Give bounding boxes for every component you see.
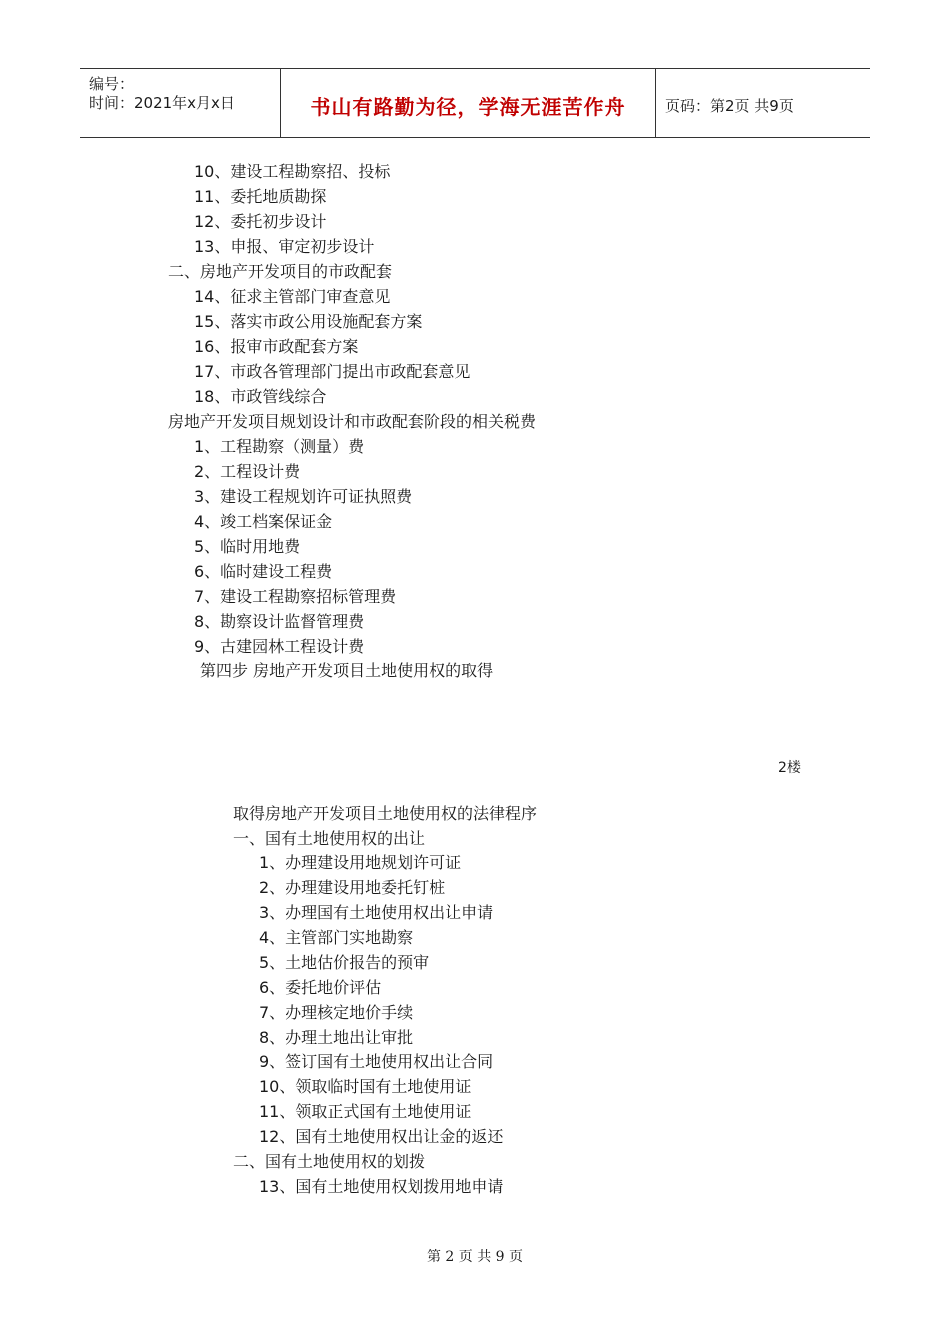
list-item: 6、临时建设工程费 [194, 562, 333, 581]
list-item: 9、古建园林工程设计费 [194, 637, 365, 656]
list-item: 6、委托地价评估 [259, 978, 382, 997]
section-heading: 一、国有土地使用权的出让 [233, 829, 426, 848]
list-item: 10、领取临时国有土地使用证 [259, 1077, 472, 1096]
floor-mark: 2楼 [778, 760, 801, 776]
header-motto-cell [280, 69, 656, 137]
list-item: 7、建设工程勘察招标管理费 [194, 587, 397, 606]
list-item: 5、临时用地费 [194, 537, 301, 556]
list-item: 3、建设工程规划许可证执照费 [194, 487, 413, 506]
header-motto: 书山有路勤为径，学海无涯苦作舟 [310, 95, 626, 119]
list-item: 17、市政各管理部门提出市政配套意见 [194, 362, 471, 381]
list-item: 12、国有土地使用权出让金的返还 [259, 1127, 504, 1146]
list-item: 4、竣工档案保证金 [194, 512, 333, 531]
list-item: 11、领取正式国有土地使用证 [259, 1102, 472, 1121]
list-item: 11、委托地质勘探 [194, 187, 327, 206]
list-item: 1、工程勘察（测量）费 [194, 437, 365, 456]
list-item: 16、报审市政配套方案 [194, 337, 359, 356]
header-meta [80, 69, 280, 137]
page-header [80, 68, 870, 138]
fees-heading: 房地产开发项目规划设计和市政配套阶段的相关税费 [168, 412, 537, 431]
list-item: 12、委托初步设计 [194, 212, 327, 231]
list-item: 10、建设工程勘察招、投标 [194, 162, 391, 181]
list-item: 8、办理土地出让审批 [259, 1028, 414, 1047]
header-page-cell [655, 69, 870, 137]
list-item: 3、办理国有土地使用权出让申请 [259, 903, 494, 922]
section-title: 取得房地产开发项目土地使用权的法律程序 [233, 804, 538, 823]
header-page-info: 页码：第2页 共9页 [665, 97, 794, 115]
list-item: 5、土地估价报告的预审 [259, 953, 430, 972]
list-item: 15、落实市政公用设施配套方案 [194, 312, 423, 331]
list-item: 9、签订国有土地使用权出让合同 [259, 1052, 494, 1071]
list-item: 8、勘察设计监督管理费 [194, 612, 365, 631]
list-item: 2、工程设计费 [194, 462, 301, 481]
list-item: 4、主管部门实地勘察 [259, 928, 414, 947]
page-footer: 第 2 页 共 9 页 [426, 1249, 524, 1265]
list-item: 1、办理建设用地规划许可证 [259, 853, 462, 872]
time-label: 时间：2021年x月x日 [89, 94, 235, 112]
list-item: 13、国有土地使用权划拨用地申请 [259, 1177, 504, 1196]
number-label: 编号： [89, 75, 135, 93]
list-item: 7、办理核定地价手续 [259, 1003, 414, 1022]
list-item: 13、申报、审定初步设计 [194, 237, 375, 256]
step-heading: 第四步 房地产开发项目土地使用权的取得 [200, 661, 494, 680]
list-item: 18、市政管线综合 [194, 387, 327, 406]
section-heading: 二、房地产开发项目的市政配套 [168, 262, 393, 281]
list-item: 14、征求主管部门审查意见 [194, 287, 391, 306]
section-heading: 二、国有土地使用权的划拨 [233, 1152, 426, 1171]
list-item: 2、办理建设用地委托钉桩 [259, 878, 446, 897]
